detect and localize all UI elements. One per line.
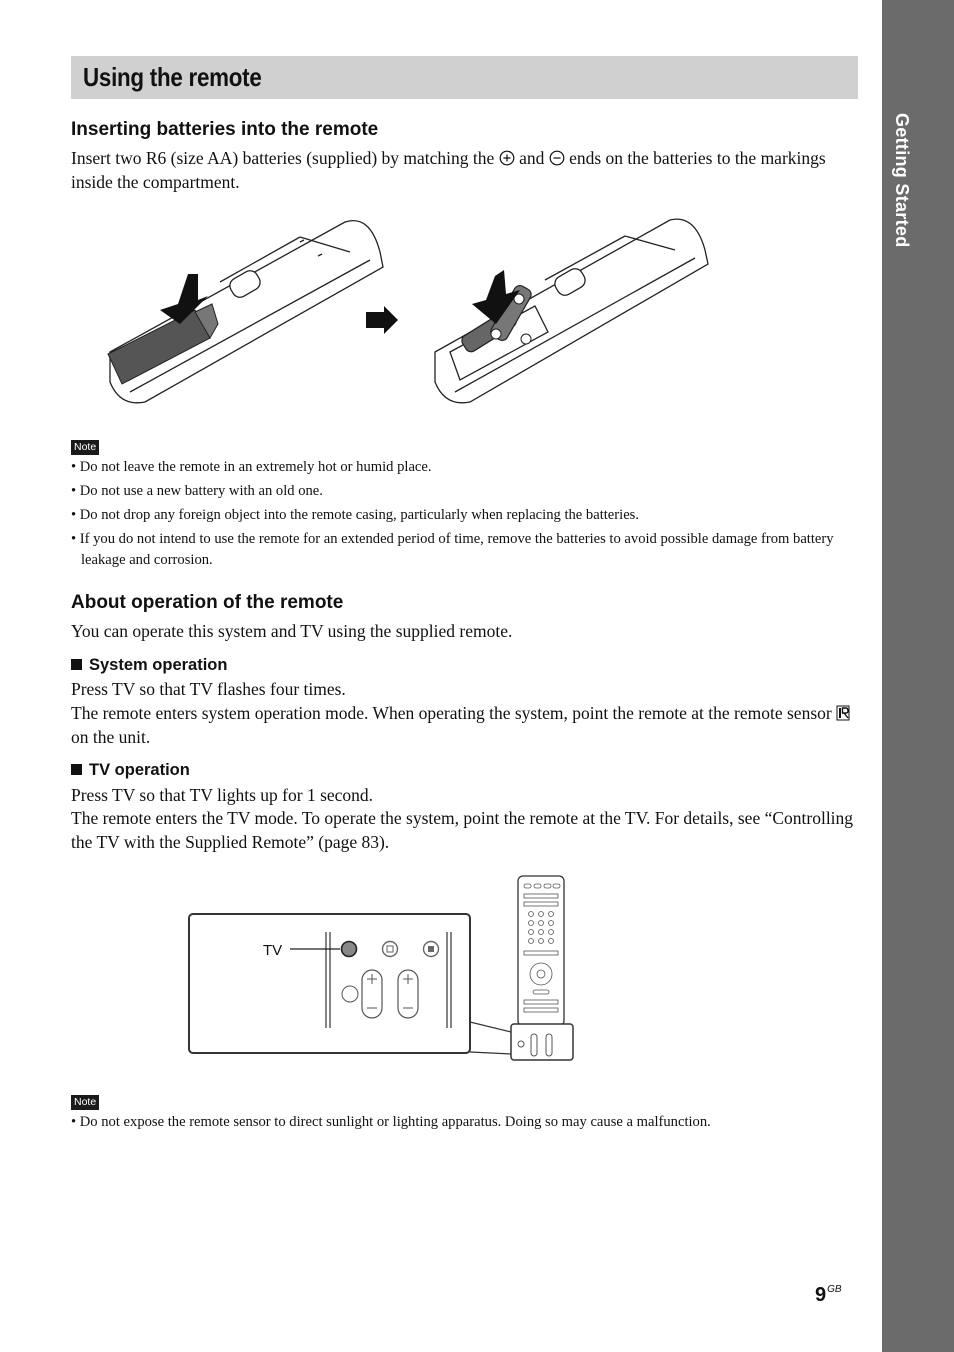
- list-item: • Do not use a new battery with an old one.: [71, 481, 861, 502]
- square-bullet-icon: [71, 764, 82, 775]
- system-operation-heading: System operation: [71, 656, 227, 675]
- note-list: [71, 1112, 861, 1136]
- section-label: Getting Started: [892, 113, 912, 248]
- list-item: • If you do not intend to use the remote for an extended period of time, remove the batteries to avoid possible damage from battery leakage and corrosion.: [71, 529, 861, 571]
- list-item: • Do not expose the remote sensor to direct sunlight or lighting apparatus. Doing so may cause a malfunction.: [71, 1112, 861, 1133]
- list-item: • Do not leave the remote in an extremely hot or humid place.: [71, 457, 861, 478]
- page-title: Using the remote: [83, 62, 262, 92]
- battery-insertion-illustration: [100, 212, 720, 417]
- square-bullet-icon: [71, 659, 82, 670]
- inserting-heading: Inserting batteries into the remote: [71, 119, 379, 140]
- about-heading: About operation of the remote: [71, 592, 344, 613]
- minus-circle-icon: [549, 150, 565, 166]
- system-operation-line1: Press TV so that TV flashes four times.: [71, 679, 346, 699]
- about-body: You can operate this system and TV using the supplied remote.: [71, 621, 513, 641]
- section-tab: [882, 113, 926, 263]
- tv-operation-line1: Press TV so that TV lights up for 1 second.: [71, 785, 374, 805]
- system-operation-line2: The remote enters system operation mode. When operating the system, point the remote at the remote sensor on the unit.: [71, 701, 861, 749]
- note-list: [71, 457, 861, 574]
- note-badge: Note: [71, 440, 99, 455]
- title-bar: [71, 56, 858, 99]
- tv-operation-line2: The remote enters the TV mode. To operate the system, point the remote at the TV. For details, see “Controlling the TV with the Supplied Remote” (page 83).: [71, 808, 854, 852]
- remote-tv-button-illustration: [188, 874, 578, 1064]
- tv-operation-heading: TV operation: [71, 761, 190, 780]
- page-number: $9^{GB}$: [815, 1284, 842, 1306]
- remote-sensor-icon: [836, 705, 850, 721]
- plus-circle-icon: [499, 150, 515, 166]
- list-item: • Do not drop any foreign object into the remote casing, particularly when replacing the batteries.: [71, 505, 861, 526]
- note-badge: Note: [71, 1095, 99, 1110]
- tv-callout-label: TV: [263, 942, 283, 959]
- inserting-body: Insert two R6 (size AA) batteries (supplied) by matching the and ends on the batteries to the markings inside the compartment.: [71, 148, 826, 192]
